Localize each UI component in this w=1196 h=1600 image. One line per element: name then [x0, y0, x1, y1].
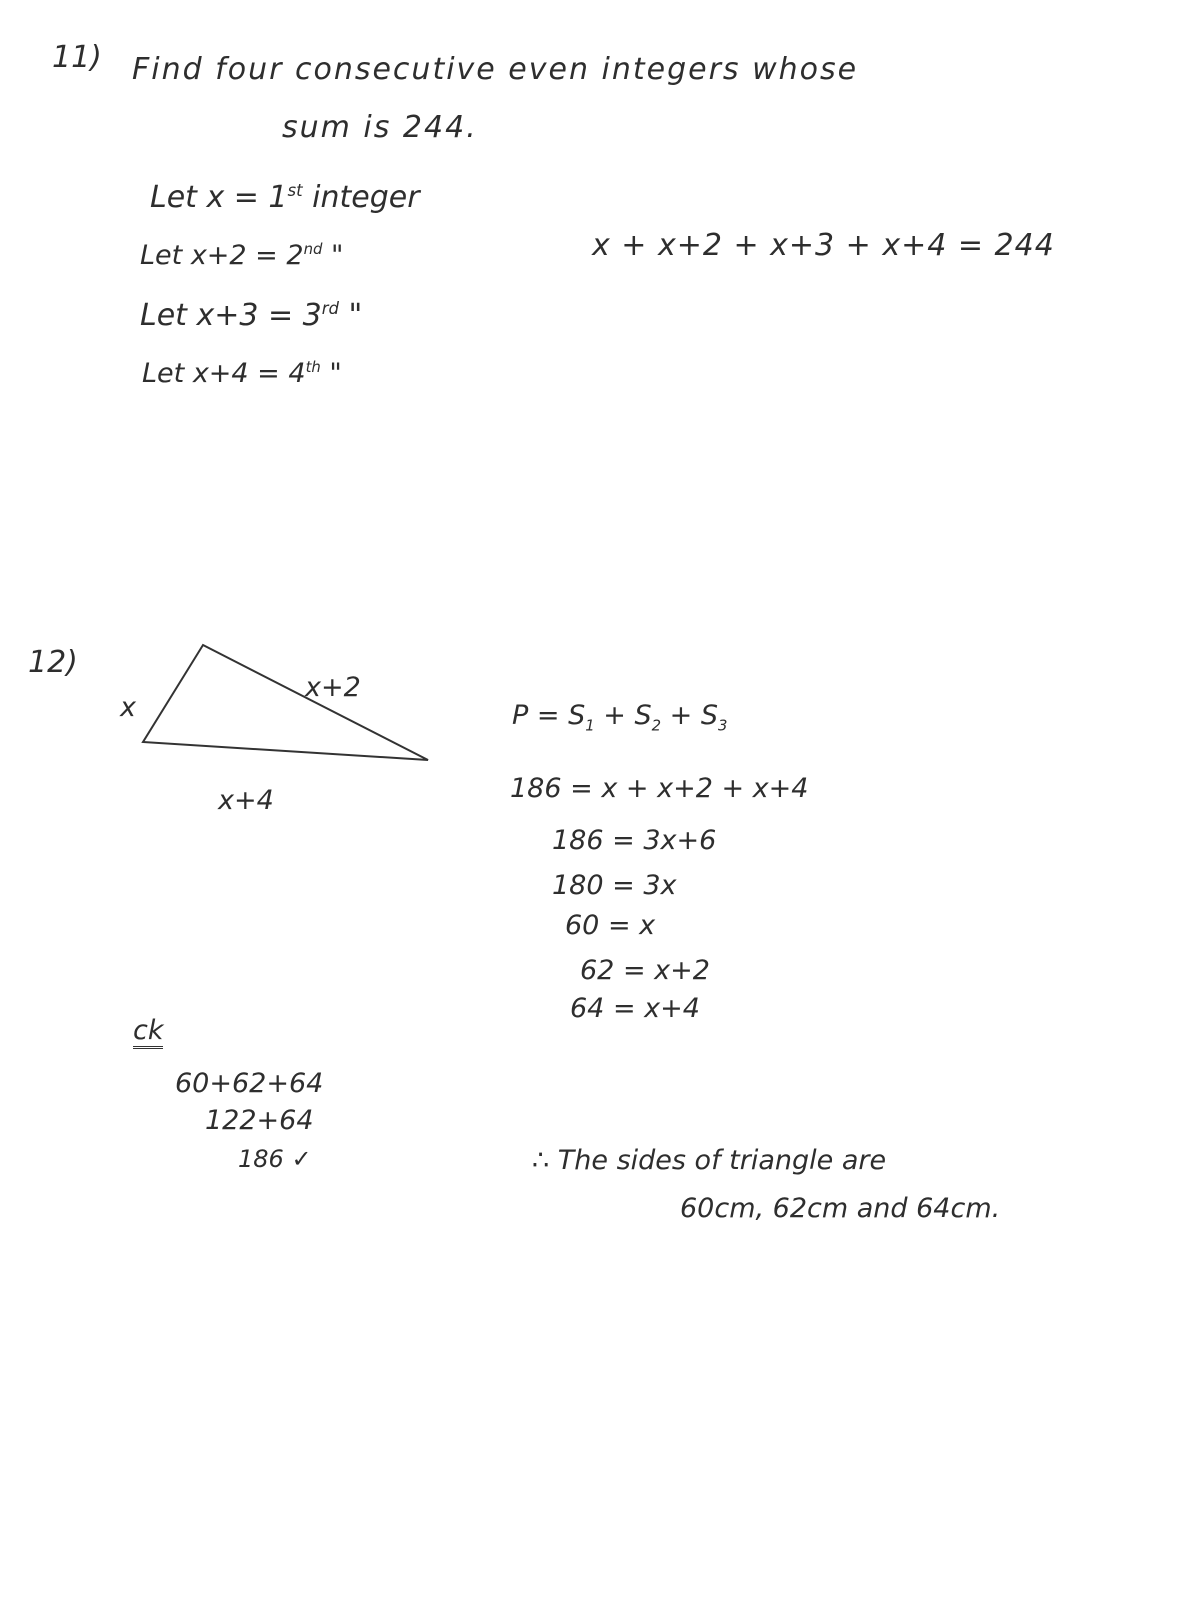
question-line-2: sum is 244. — [282, 110, 478, 145]
triangle-side-left-label: x — [120, 692, 136, 723]
check-line: 122+64 — [205, 1105, 314, 1136]
solution-step: 186 = 3x+6 — [552, 825, 717, 856]
solution-step: 186 = x + x+2 + x+4 — [510, 773, 809, 804]
let-statement: Let x+4 = 4th " — [142, 358, 342, 389]
solution-step: 60 = x — [565, 910, 656, 941]
check-label: ck — [133, 1015, 163, 1049]
let-statement: Let x+3 = 3rd " — [140, 298, 363, 333]
sum-equation: x + x+2 + x+3 + x+4 = 244 — [592, 228, 1055, 263]
perimeter-formula: $P = S_1 + S_2 + S_3$ — [512, 700, 728, 735]
check-line: 186 ✓ — [238, 1145, 312, 1173]
solution-step: 180 = 3x — [552, 870, 677, 901]
let-statement: Let x = 1st integer — [150, 180, 420, 215]
let-statement: Let x+2 = 2nd " — [140, 240, 344, 271]
triangle-side-top-label: x+2 — [305, 672, 361, 703]
problem-number: 11) — [52, 40, 102, 75]
problem-number: 12) — [28, 645, 78, 680]
conclusion-line-1: ∴ The sides of triangle are — [532, 1145, 887, 1176]
solution-step: 64 = x+4 — [570, 993, 700, 1024]
triangle-side-bottom-label: x+4 — [218, 785, 274, 816]
conclusion-line-2: 60cm, 62cm and 64cm. — [680, 1193, 1001, 1224]
checkmark-icon: ✓ — [291, 1145, 312, 1173]
triangle — [143, 645, 428, 760]
solution-step: 62 = x+2 — [580, 955, 710, 986]
question-line-1: Find four consecutive even integers whose — [132, 52, 859, 87]
therefore-symbol: ∴ — [532, 1145, 550, 1176]
check-line: 60+62+64 — [175, 1068, 324, 1099]
